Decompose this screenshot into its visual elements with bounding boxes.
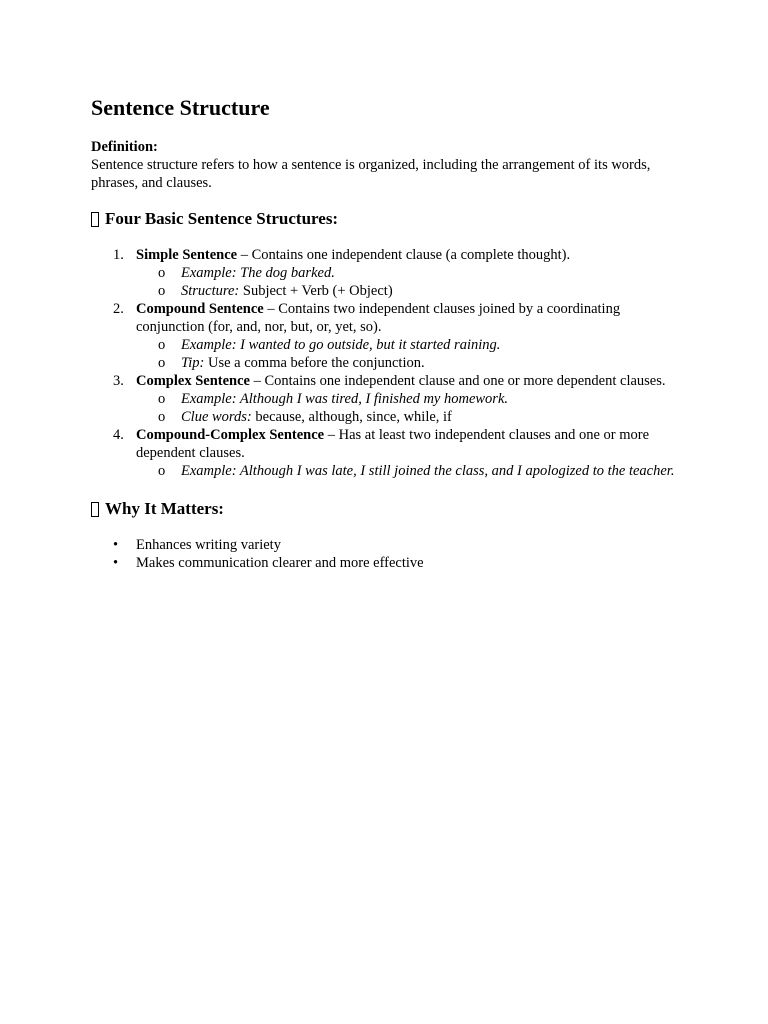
- sub-list: [136, 462, 681, 480]
- list-item: [91, 536, 681, 554]
- structure-name: Compound Sentence: [136, 301, 264, 317]
- bullet-text: Makes communication clearer and more effective: [136, 555, 424, 571]
- structure-list: [91, 246, 681, 480]
- list-number: 1.: [113, 247, 124, 263]
- list-item: [91, 246, 681, 300]
- sub-item-label: Tip:: [181, 355, 205, 371]
- definition-label: Definition:: [91, 139, 158, 155]
- bullet-dot-icon: •: [113, 555, 119, 571]
- sub-list-item: [136, 390, 681, 408]
- circle-bullet-icon: o: [158, 355, 166, 371]
- sub-list-item: [136, 462, 681, 480]
- sub-item-text: because, although, since, while, if: [251, 409, 452, 425]
- list-item: [91, 372, 681, 426]
- structure-description: – Contains one independent clause (a complete thought).: [237, 247, 571, 263]
- sub-item-label: Structure:: [181, 283, 240, 299]
- section-heading-why: [91, 498, 681, 520]
- sub-item-label: Example: The dog barked.: [181, 265, 335, 281]
- circle-bullet-icon: o: [158, 337, 166, 353]
- circle-bullet-icon: o: [158, 391, 166, 407]
- list-number: 4.: [113, 427, 124, 443]
- list-item: [91, 300, 681, 372]
- sub-list-item: [136, 264, 681, 282]
- page-title: Sentence Structure: [91, 95, 270, 120]
- sub-item-text: Use a comma before the conjunction.: [204, 355, 425, 371]
- definition-text: Sentence structure refers to how a sentence is organized, including the arrangement of its words, phrases, and clauses.: [91, 157, 651, 191]
- circle-bullet-icon: o: [158, 409, 166, 425]
- section-heading-why-text: Why It Matters:: [105, 499, 224, 518]
- list-number: 3.: [113, 373, 124, 389]
- sub-list: [136, 390, 681, 426]
- list-number: 2.: [113, 301, 124, 317]
- sub-item-text: Subject + Verb (+ Object): [239, 283, 393, 299]
- structure-name: Simple Sentence: [136, 247, 238, 263]
- missing-glyph-icon: [91, 212, 99, 227]
- section-heading-structures-text: Four Basic Sentence Structures:: [105, 209, 339, 228]
- why-list: [91, 536, 681, 572]
- sub-list-item: [136, 282, 681, 300]
- section-heading-structures: [91, 208, 681, 230]
- structure-name: Complex Sentence: [136, 373, 250, 389]
- sub-list-item: [136, 336, 681, 354]
- sub-item-label: Example: Although I was late, I still joined the class, and I apologized to the teacher.: [181, 463, 675, 479]
- structure-description: – Has at least two independent clauses and one or more dependent clauses.: [136, 427, 650, 461]
- bullet-dot-icon: •: [113, 537, 119, 553]
- bullet-text: Enhances writing variety: [136, 537, 281, 553]
- sub-item-label: Example: Although I was tired, I finished my homework.: [181, 391, 509, 407]
- circle-bullet-icon: o: [158, 283, 166, 299]
- sub-list: [136, 336, 681, 372]
- list-item: [91, 426, 681, 480]
- sub-list-item: [136, 408, 681, 426]
- circle-bullet-icon: o: [158, 265, 166, 281]
- list-item: [91, 554, 681, 572]
- document-page: [91, 94, 681, 572]
- sub-item-label: Clue words:: [181, 409, 252, 425]
- sub-item-label: Example: I wanted to go outside, but it started raining.: [181, 337, 501, 353]
- sub-list: [136, 264, 681, 300]
- circle-bullet-icon: o: [158, 463, 166, 479]
- structure-description: – Contains two independent clauses joined by a coordinating conjunction (for, and, nor, but, or, yet, so).: [136, 301, 621, 335]
- structure-description: – Contains one independent clause and one or more dependent clauses.: [249, 373, 666, 389]
- sub-list-item: [136, 354, 681, 372]
- missing-glyph-icon: [91, 502, 99, 517]
- definition-block: [91, 138, 681, 192]
- structure-name: Compound-Complex Sentence: [136, 427, 325, 443]
